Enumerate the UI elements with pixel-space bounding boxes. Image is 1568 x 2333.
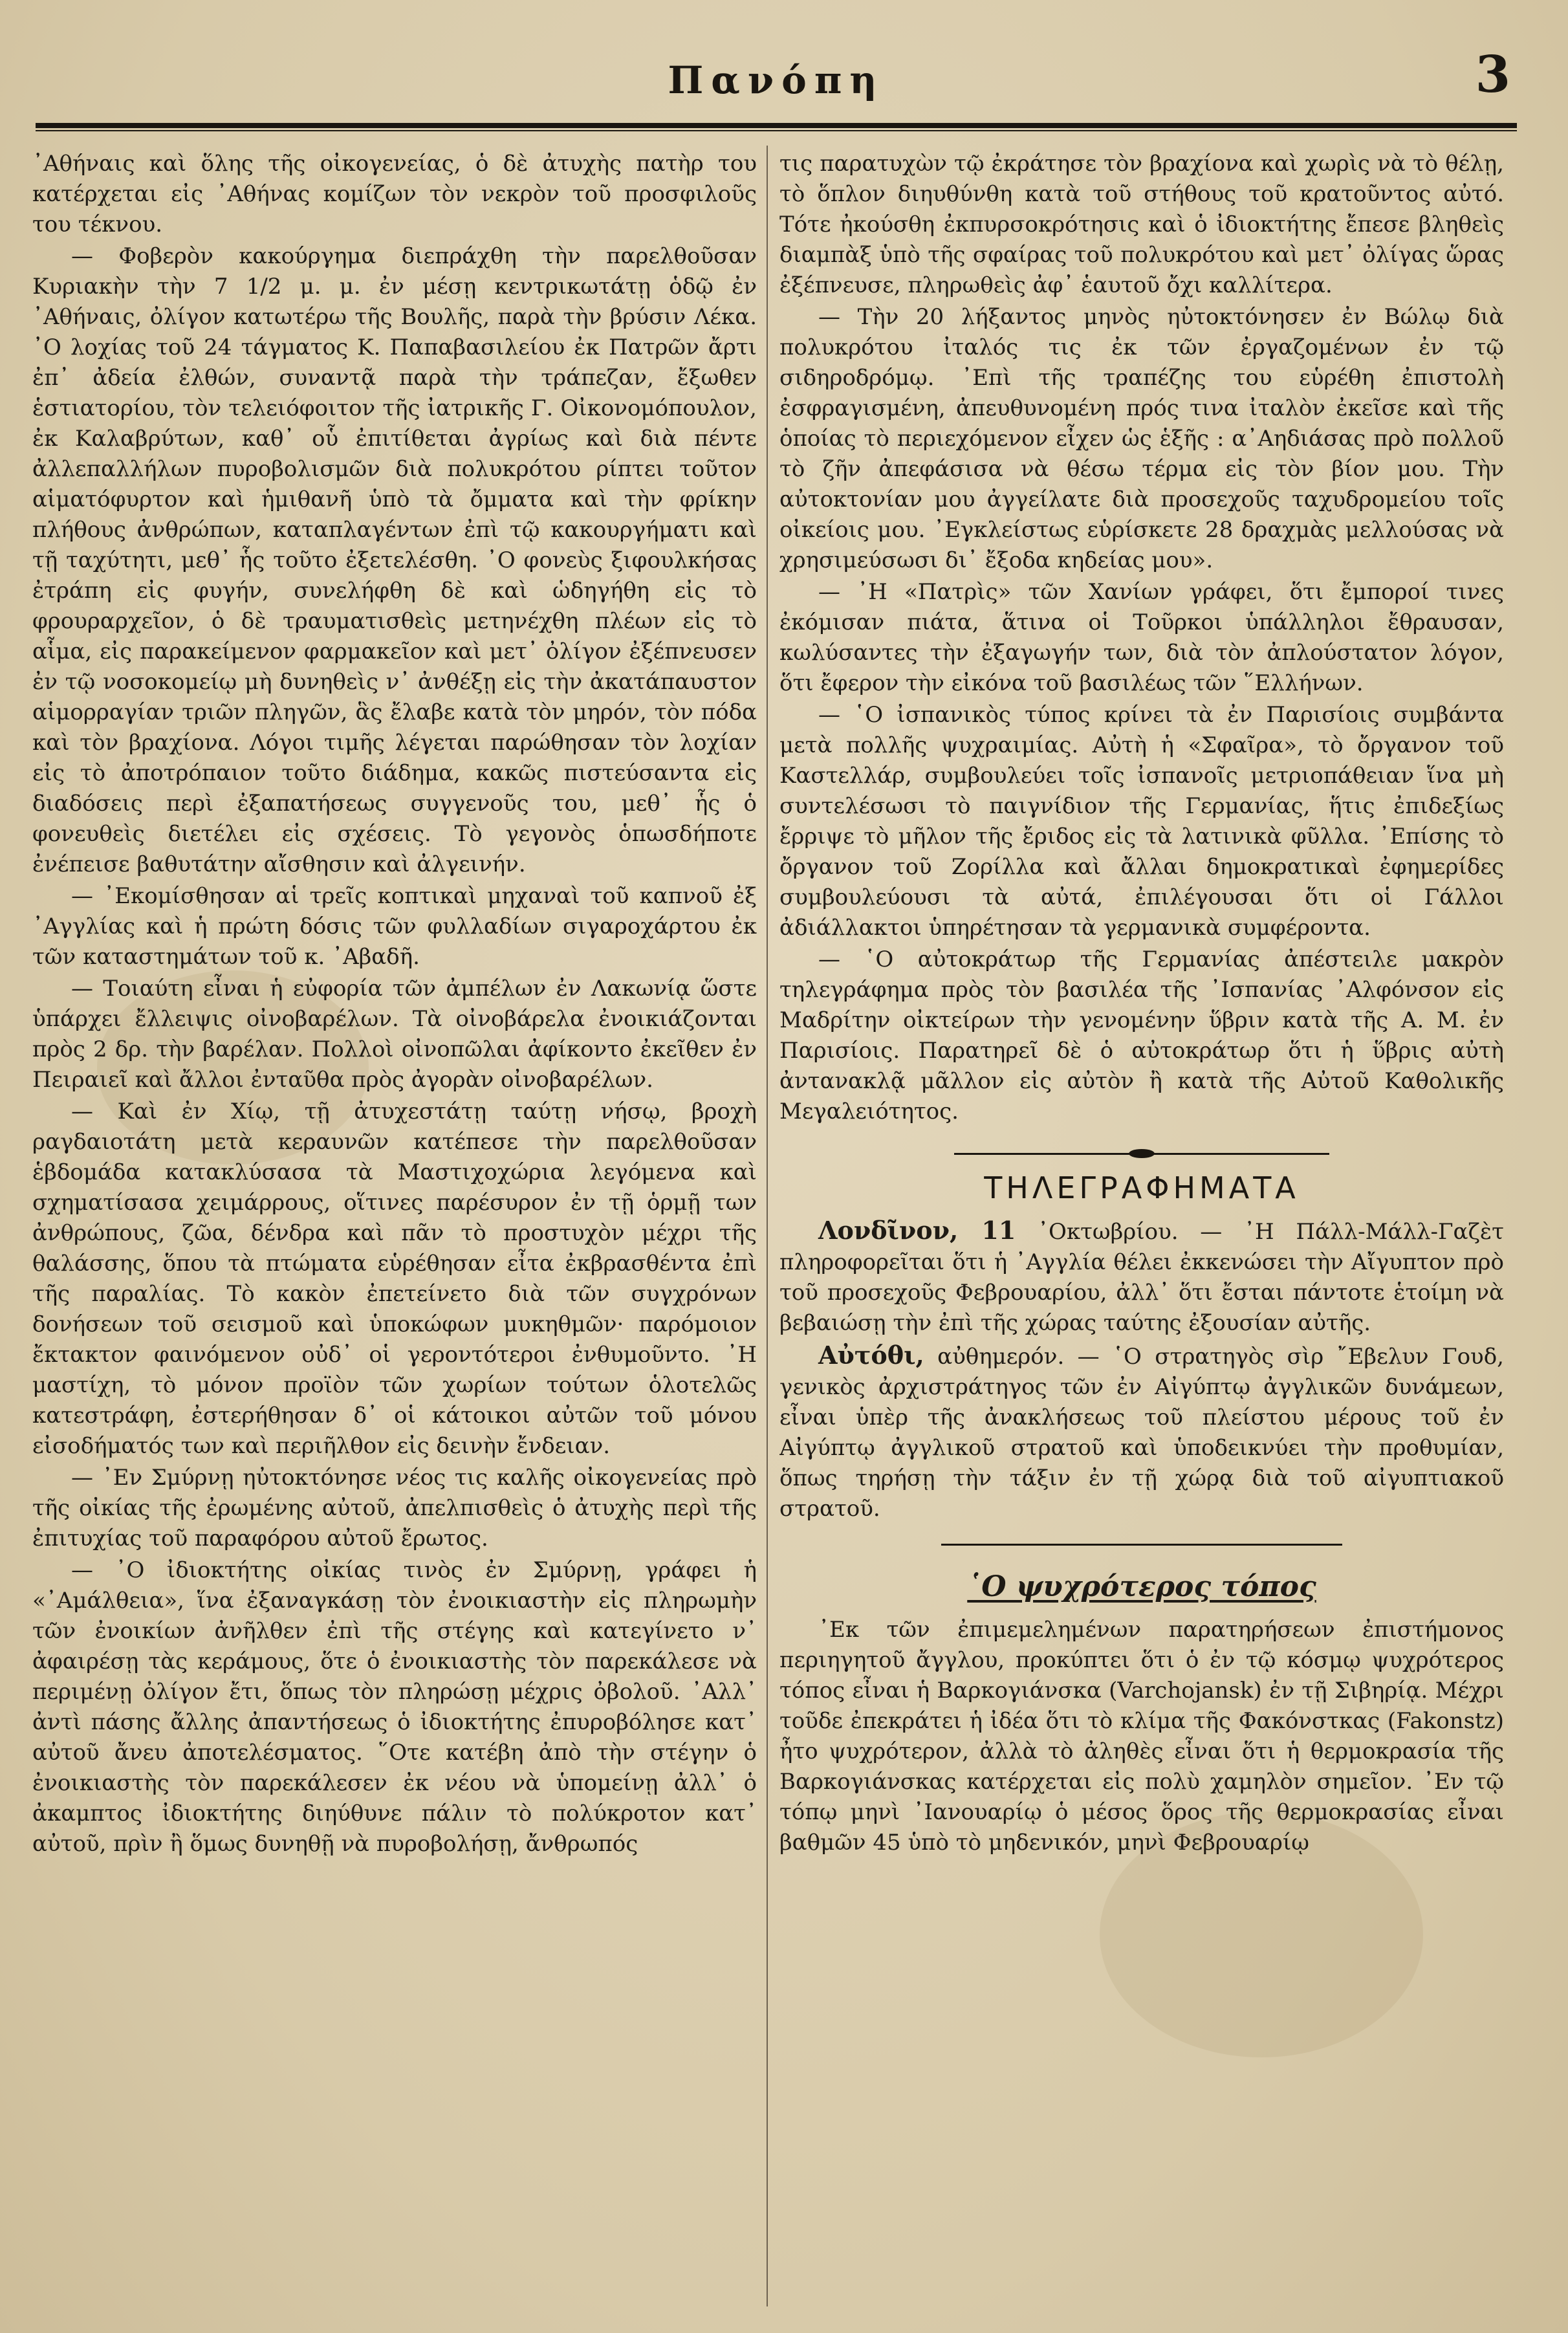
section-divider bbox=[954, 1153, 1329, 1155]
masthead-rule bbox=[36, 123, 1517, 131]
news-item: — ᾽Εν Σμύρνῃ ηὐτοκτόνησε νέος τις καλῆς οἰκογενείας πρὸ τῆς οἰκίας τῆς ἐρωμένης αὐτοῦ, ἀπελπισθεὶς ὁ ἀτυχὴς περὶ τῆς ἐπιτυχίας τοῦ παραφόρου αὐτοῦ ἔρωτος. bbox=[32, 1465, 757, 1551]
masthead bbox=[36, 45, 1517, 129]
news-item: — ᾽Εκομίσθησαν αἱ τρεῖς κοπτικαὶ μηχαναὶ τοῦ καπνοῦ ἐξ ᾽Αγγλίας καὶ ἡ πρώτη δόσις τῶν φυλλαδίων σιγαροχάρτου ἐκ τῶν καταστημάτων τοῦ κ. ᾽Αβαδῆ. bbox=[32, 883, 757, 970]
page-number: 3 bbox=[1475, 45, 1510, 104]
right-column bbox=[779, 149, 1504, 2303]
article-text: ᾽Εκ τῶν ἐπιμεμελημένων παρατηρήσεων ἐπιστήμονος περιηγητοῦ ἄγγλου, προκύπτει ὅτι ὁ ἐν τῷ κόσμῳ ψυχρότερος τόπος εἶναι ἡ Βαρκογιάνσκα (Varchojansk) ἐν τῇ Σιβηρίᾳ. Μέχρι τοῦδε ἐπεκράτει ἡ ἰδέα ὅτι τὸ κλίμα τῆς Φακόνστκας (Fakonstz) ἦτο ψυχρότερον, ἀλλὰ τὸ ἀληθὲς εἶναι ὅτι ἡ θερμοκρασία τῆς Βαρκογιάνσκας κατέρχεται εἰς πολὺ χαμηλὸν σημεῖον. ᾽Εν τῷ τόπῳ μηνὶ ᾽Ιανουαρίῳ ὁ μέσος ὅρος τῆς θερμοκρασίας εἶναι βαθμῶν 45 ὑπὸ τὸ μηδενικόν, μηνὶ Φεβρουαρίῳ bbox=[779, 1617, 1504, 1856]
news-item: — Τὴν 20 λήξαντος μηνὸς ηὐτοκτόνησεν ἐν Βώλῳ διὰ πολυκρότου ἰταλός τις ἐκ τῶν ἐργαζομένων ἐν τῷ σιδηροδρόμῳ. ᾽Επὶ τῆς τραπέζης του εὑρέθη ἐπιστολὴ ἐσφραγισμένη, ἀπευθυνομένη πρός τινα ἰταλὸν ἐκεῖσε καὶ τῆς ὁποίας τὸ περιεχόμενον εἶχεν ὡς ἑξῆς : α᾽Αηδιάσας πρὸ πολλοῦ τὸ ζῆν ἀπεφάσισα νὰ θέσω τέρμα εἰς τὸν βίον μου. Τὴν αὐτοκτονίαν μου ἀγγείλατε διὰ προσεχοῦς ταχυδρομείου τοῖς οἰκείοις μου. ᾽Εγκλείστως εὑρίσκετε 28 δραχμὰς μελλούσας νὰ χρησιμεύσωσι δι᾽ ἔξοδα κηδείας μου». bbox=[779, 304, 1504, 573]
news-item: — Φοβερὸν κακούργημα διεπράχθη τὴν παρελθοῦσαν Κυριακὴν τὴν 7 1/2 μ. μ. ἐν μέσῃ κεντρικωτάτῃ ὁδῷ ἐν ᾽Αθήναις, ὀλίγον κατωτέρω τῆς Βουλῆς, παρὰ τὴν βρύσιν Λέκα. ᾽Ο λοχίας τοῦ 24 τάγματος Κ. Παπαβασιλείου ἐκ Πατρῶν ἄρτι ἐπ᾽ ἀδεία ἐλθών, συναντᾷ παρὰ τὴν τράπεζαν, ἔξωθεν ἑστιατορίου, τὸν τελειόφοιτον τῆς ἰατρικῆς Γ. Οἰκονομόπουλον, ἐκ Καλαβρύτων, καθ᾽ οὗ ἐπιτίθεται ἀγρίως καὶ διὰ πέντε ἀλλεπαλλήλων πυροβολισμῶν διὰ πολυκρότου ρίπτει τοῦτον αἱματόφυρτον καὶ ἡμιθανῆ ὑπὸ τὰ ὄμματα καὶ τὴν φρίκην πλήθους ἀνθρώπων, καταπλαγέντων ἐπὶ τῷ κακουργήματι καὶ τῇ ταχύτητι, μεθ᾽ ἧς τοῦτο ἐξετελέσθη. ᾽Ο φονεὺς ξιφουλκήσας ἐτράπη εἰς φυγήν, συνελήφθη δὲ καὶ ὡδηγήθη εἰς τὸ φρουραρχεῖον, ὁ δὲ τραυματισθεὶς μετηνέχθη πλέων εἰς τὸ αἷμα, εἰς παρακείμενον φαρμακεῖον καὶ μετ᾽ ὀλίγον ἐξέπνευσεν ἐν τῷ νοσοκομείῳ μὴ δυνηθεὶς ν᾽ ἀνθέξῃ εἰς τὴν ἀκατάπαυστον αἱμορραγίαν τριῶν πληγῶν, ἃς ἔλαβε κατὰ τὸν μηρόν, τὸν πόδα καὶ τὸν βραχίονα. Λόγοι τιμῆς λέγεται παρώθησαν τὸν λοχίαν εἰς τὸ ἀποτρόπαιον τοῦτο διάδημα, κακῶς πιστεύσαντα εἰς διαδόσεις περὶ ἐξαπατήσεως συγγενοῦς του, μεθ᾽ ἧς ὁ φονευθεὶς διετέλει εἰς σχέσεις. Τὸ γεγονὸς ὁπωσδήποτε ἐνέπεισε βαθυτάτην αἴσθησιν καὶ ἀλγεινήν. bbox=[32, 243, 757, 877]
telegrams-heading: ΤΗΛΕΓΡΑΦΗΜΑΤΑ bbox=[984, 1170, 1300, 1205]
news-item: — ῾Ο αὐτοκράτωρ τῆς Γερμανίας ἀπέστειλε μακρὸν τηλεγράφημα πρὸς τὸν βασιλέα τῆς ᾽Ισπανίας ᾽Αλφόνσον εἰς Μαδρίτην οἰκτείρων τὴν γενομένην ὕβριν κατὰ τῆς Α. Μ. ἐν Παρισίοις. Παρατηρεῖ δὲ ὁ αὐτοκράτωρ ὅτι ἡ ὕβρις αὐτὴ ἀντανακλᾷ μᾶλλον εἰς αὐτὸν ἢ κατὰ τῆς Αὐτοῦ Καθολικῆς Μεγαλειότητος. bbox=[779, 947, 1504, 1124]
news-item: — Καὶ ἐν Χίῳ, τῇ ἀτυχεστάτῃ ταύτῃ νήσῳ, βροχὴ ραγδαιοτάτη μετὰ κεραυνῶν κατέπεσε τὴν παρελθοῦσαν ἑβδομάδα κατακλύσασα τὰ Μαστιχοχώρια λεγόμενα καὶ σχηματίσασα χειμάρρους, οἵτινες παρέσυρον ἐν τῇ ὁρμῇ των ἀνθρώπους, ζῶα, δένδρα καὶ πᾶν τὸ προστυχὸν μέχρι τῆς θαλάσσης, ὅπου τὰ πτώματα εὑρέθησαν εἶτα ἐκβρασθέντα ἐπὶ τῆς παραλίας. Τὸ κακὸν ἐπετείνετο διὰ τῶν συγχρόνων δονήσεων τοῦ σεισμοῦ καὶ ὑποκώφων μυκηθμῶν· παρόμοιον ἔκτακτον φαινόμενον οὐδ᾽ οἱ γεροντότεροι ἐνθυμοῦντο. ᾽Η μαστίχη, τὸ μόνον προϊὸν τῶν χωρίων τούτων ὁλοτελῶς κατεστράφη, ἐστερήθησαν δ᾽ οἱ κάτοικοι αὐτῶν τοῦ μόνου εἰσοδήματός των καὶ περιῆλθον εἰς δεινὴν ἔνδειαν. bbox=[32, 1099, 757, 1459]
article-heading: ῾Ο ψυχρότερος τόπος bbox=[967, 1570, 1316, 1603]
newspaper-title: Πανόπη bbox=[668, 58, 885, 102]
news-item: — Τοιαύτη εἶναι ἡ εὐφορία τῶν ἀμπέλων ἐν Λακωνίᾳ ὥστε ὑπάρχει ἔλλειψις οἰνοβαρέλων. Τὰ οἰνοβάρελα ἐνοικιάζονται πρὸς 2 δρ. τὴν βαρέλαν. Πολλοὶ οἰνοπῶλαι ἀφίκοντο ἐκεῖθεν ἐν Πειραιεῖ καὶ ἄλλοι ἐνταῦθα πρὸς ἀγορὰν οἰνοβαρέλων. bbox=[32, 976, 757, 1093]
column-divider bbox=[767, 146, 768, 2306]
left-column bbox=[32, 149, 757, 2303]
telegram-dateline: Λονδῖνον, 11 bbox=[818, 1216, 1016, 1245]
telegram-item bbox=[779, 1215, 1504, 1339]
telegram-dateline: Αὐτόθι, bbox=[818, 1341, 924, 1370]
news-item: τις παρατυχὼν τῷ ἐκράτησε τὸν βραχίονα καὶ χωρὶς νὰ τὸ θέλῃ, τὸ ὅπλον διηυθύνθη κατὰ τοῦ στήθους τοῦ κρατοῦντος αὐτό. Τότε ἠκούσθη ἐκπυρσοκρότησις καὶ ὁ ἰδιοκτήτης ἔπεσε βληθεὶς διαμπὰξ ὑπὸ τῆς σφαίρας τοῦ πολυκρότου καὶ μετ᾽ ὀλίγας ὥρας ἐξέπνευσε, πληρωθεὶς ἀφ᾽ ἑαυτοῦ ὄχι καλλίτερα. bbox=[779, 151, 1504, 298]
telegram-item bbox=[779, 1340, 1504, 1524]
telegram-text: αὐθημερόν. — ῾Ο στρατηγὸς σὶρ ῎Εβελυν Γουδ, γενικὸς ἀρχιστράτηγος τῶν ἐν Αἰγύπτῳ ἀγγλικῶν δυνάμεων, εἶναι ὑπὲρ τῆς ἀνακλήσεως τοῦ πλείστου μέρους τοῦ ἐν Αἰγύπτῳ ἀγγλικοῦ στρατοῦ καὶ ὑποδεικνύει τὴν προθυμίαν, ὅπως τηρήσῃ τὴν τάξιν ἐν τῇ χώρᾳ διὰ τοῦ αἰγυπτιακοῦ στρατοῦ. bbox=[779, 1344, 1504, 1522]
news-item: — ᾽Η «Πατρὶς» τῶν Χανίων γράφει, ὅτι ἔμποροί τινες ἐκόμισαν πιάτα, ἅτινα οἱ Τοῦρκοι ὑπάλληλοι ἔθραυσαν, κωλύσαντες τὴν ἐξαγωγήν των, διὰ τὸν ἀπλούστατον λόγον, ὅτι ἔφερον τὴν εἰκόνα τοῦ βασιλέως τῶν ῞Ελλήνων. bbox=[779, 579, 1504, 696]
news-item: ᾽Αθήναις καὶ ὅλης τῆς οἰκογενείας, ὁ δὲ ἀτυχὴς πατὴρ του κατέρχεται εἰς ᾽Αθήνας κομίζων τὸν νεκρὸν τοῦ προσφιλοῦς του τέκνου. bbox=[32, 151, 757, 237]
section-divider bbox=[941, 1544, 1342, 1546]
news-item: — ᾽Ο ἰδιοκτήτης οἰκίας τινὸς ἐν Σμύρνῃ, γράφει ἡ «᾽Αμάλθεια», ἵνα ἐξαναγκάσῃ τὸν ἐνοικιαστὴν εἰς πληρωμὴν τῶν ἐνοικίων ἀνῆλθεν ἐπὶ τῆς στέγης καὶ κατεγίνετο ν᾽ ἀφαιρέσῃ τὰς κεράμους, ὅτε ὁ ἐνοικιαστὴς τὸν παρεκάλεσε νὰ περιμένῃ ὀλίγον ἔτι, ὅπως τὸν πληρώσῃ μέχρις ὀβολοῦ. ᾽Αλλ᾽ ἀντὶ πάσης ἄλλης ἀπαντήσεως ὁ ἰδιοκτήτης ἐπυροβόλησε κατ᾽ αὐτοῦ ἄνευ ἀποτελέσματος. ῞Οτε κατέβη ἀπὸ τὴν στέγην ὁ ἐνοικιαστὴς τὸν παρεκάλεσεν ἐκ νέου νὰ ὑπομείνῃ ἀλλ᾽ ὁ ἀκαμπτος ἰδιοκτήτης διηύθυνε πάλιν τὸ πολύκροτον κατ᾽ αὐτοῦ, πρὶν ἢ ὅμως δυνηθῇ νὰ πυροβολήσῃ, ἄνθρωπός bbox=[32, 1557, 757, 1857]
telegram-text: ᾽Οκτωβρίου. — ᾽Η Πάλλ-Μάλλ-Γαζὲτ πληροφορεῖται ὅτι ἡ ᾽Αγγλία θέλει ἐκκενώσει τὴν Αἴγυπτον πρὸ τοῦ προσεχοῦς Φεβρουαρίου, ἀλλ᾽ ὅτι ἔσται πάντοτε ἑτοίμη νὰ βεβαιώσῃ τὴν ἐπὶ τῆς χώρας ταύτης ἐξουσίαν αὐτῆς. bbox=[779, 1219, 1504, 1336]
news-item: — ῾Ο ἰσπανικὸς τύπος κρίνει τὰ ἐν Παρισίοις συμβάντα μετὰ πολλῆς ψυχραιμίας. Αὐτὴ ἡ «Σφαῖρα», τὸ ὄργανον τοῦ Καστελλάρ, συμβουλεύει τοῖς ἰσπανοῖς μετριοπάθειαν ἵνα μὴ συντελέσωσι τὸ παιγνίδιον τῆς Γερμανίας, ἥτις ἐπιδεξίως ἔρριψε τὸ μῆλον τῆς ἔριδος εἰς τὰ λατινικὰ φῦλλα. ᾽Επίσης τὸ ὄργανον τοῦ Ζορίλλα καὶ ἄλλαι δημοκρατικαὶ ἐφημερίδες συμβουλεύουσι τὰ αὐτά, ἐπιλέγουσαι ὅτι οἱ Γάλλοι ἀδιάλλακτοι ὑπηρέτησαν τὰ γερμανικὰ συμφέροντα. bbox=[779, 702, 1504, 941]
